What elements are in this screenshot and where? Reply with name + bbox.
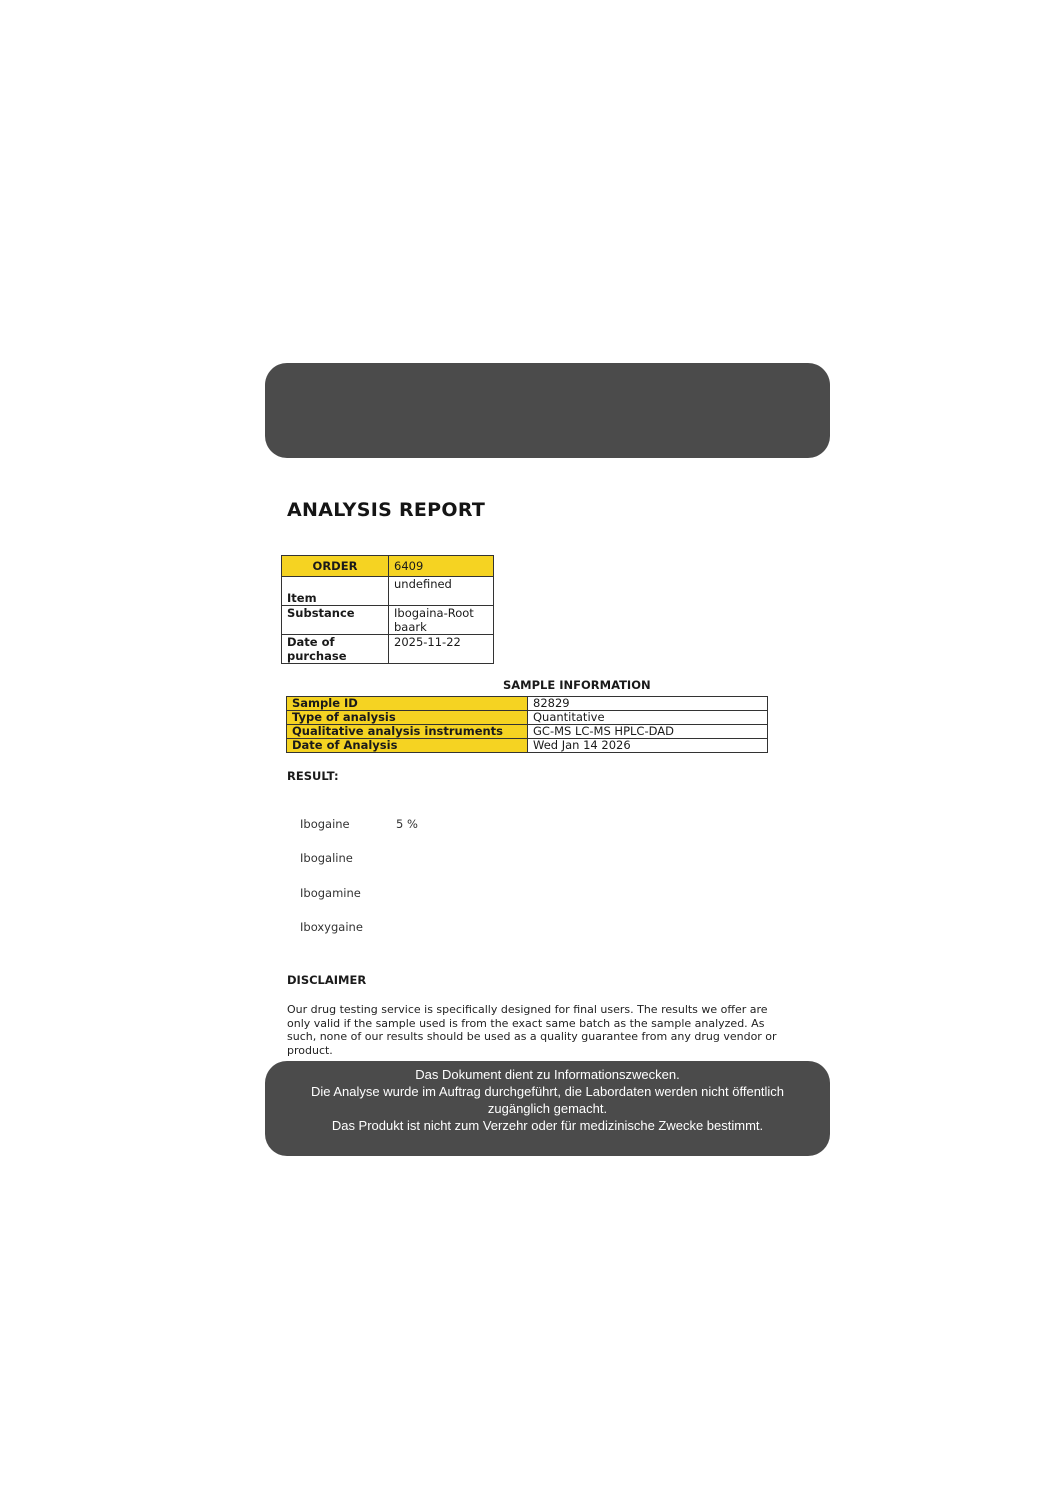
- table-row: [287, 725, 768, 739]
- result-value: 5 %: [396, 817, 418, 831]
- purchase-date-row: [282, 635, 494, 664]
- table-row: [287, 711, 768, 725]
- order-label: ORDER: [282, 556, 389, 577]
- instruments-label: Qualitative analysis instruments: [287, 725, 528, 739]
- purchase-date-label: Date of purchase: [282, 635, 389, 664]
- disclaimer-text: Our drug testing service is specifically designed for final users. The results we offer are only valid if the sample used is from the exact same batch as the sample analyzed. As such, none of our results should be used as a quality guarantee from any drug vendor or product.: [287, 1003, 777, 1057]
- analysis-type-value: Quantitative: [528, 711, 768, 725]
- result-item-ibogamine: [300, 886, 361, 900]
- substance-row: [282, 606, 494, 635]
- analysis-date-label: Date of Analysis: [287, 739, 528, 753]
- analysis-date-value: Wed Jan 14 2026: [528, 739, 768, 753]
- result-item-ibogaline: [300, 851, 353, 865]
- footer-notice-line: Die Analyse wurde im Auftrag durchgeführt, die Labordaten werden nicht öffentlich zugänglich gemacht.: [310, 1084, 785, 1116]
- result-heading: RESULT:: [287, 769, 339, 783]
- order-value: 6409: [389, 556, 494, 577]
- result-name: Ibogaline: [300, 851, 353, 865]
- top-banner: [265, 363, 830, 458]
- item-value: undefined: [389, 577, 494, 606]
- sample-info-heading: SAMPLE INFORMATION: [503, 678, 651, 692]
- purchase-date-value: 2025-11-22: [389, 635, 494, 664]
- sample-id-label: Sample ID: [287, 697, 528, 711]
- footer-notice-line: Das Produkt ist nicht zum Verzehr oder für medizinische Zwecke bestimmt.: [331, 1118, 764, 1133]
- substance-value: Ibogaina-Root baark: [389, 606, 494, 635]
- result-name: Ibogaine: [300, 817, 350, 831]
- disclaimer-heading: DISCLAIMER: [287, 973, 367, 987]
- order-table: [281, 555, 494, 664]
- result-name: Iboxygaine: [300, 920, 363, 934]
- substance-label: Substance: [282, 606, 389, 635]
- footer-notice-line: Das Dokument dient zu Informationszwecken.: [415, 1067, 680, 1082]
- instruments-value: GC-MS LC-MS HPLC-DAD: [528, 725, 768, 739]
- order-row: [282, 556, 494, 577]
- table-row: [287, 739, 768, 753]
- footer-notice-banner: [265, 1061, 830, 1156]
- sample-id-value: 82829: [528, 697, 768, 711]
- report-title: ANALYSIS REPORT: [287, 499, 486, 521]
- item-row: [282, 577, 494, 606]
- item-label: Item: [282, 577, 389, 606]
- result-item-iboxygaine: [300, 920, 363, 934]
- result-item-ibogaine: [300, 817, 418, 831]
- sample-info-table: [286, 696, 768, 753]
- table-row: [287, 697, 768, 711]
- analysis-type-label: Type of analysis: [287, 711, 528, 725]
- result-name: Ibogamine: [300, 886, 361, 900]
